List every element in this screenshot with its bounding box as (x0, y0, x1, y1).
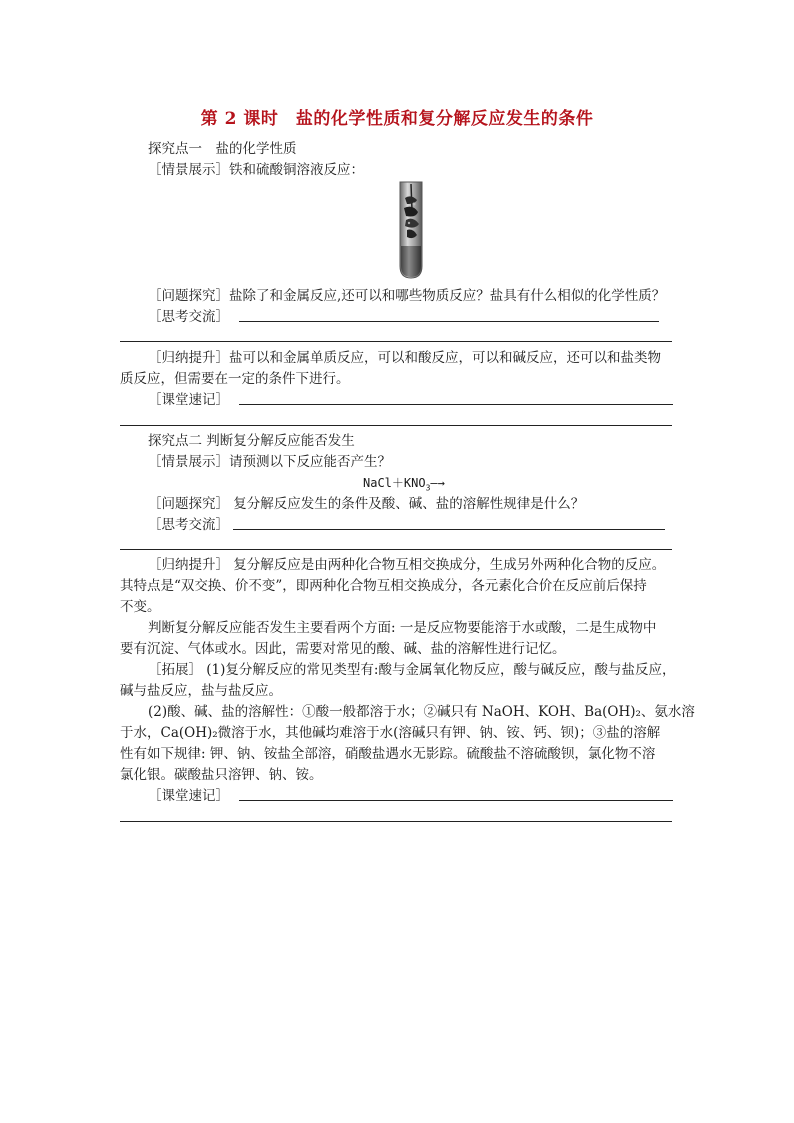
notes-line[interactable] (239, 800, 673, 801)
judge-text-line: 判断复分解反应能否发生主要看两个方面: 一是反应物要能溶于水或酸，二是生成物中 (148, 620, 657, 636)
section1-notes-label: ［课堂速记］ (148, 392, 229, 408)
notes-line[interactable] (239, 404, 673, 405)
section2-notes-label: ［课堂速记］ (148, 788, 229, 804)
solubility-line: 于水，Ca(OH)₂微溶于水，其他碱均难溶于水(溶碱只有钾、钠、铵、钙、钡)；③盐的溶解 (120, 725, 661, 741)
section1-think-label: ［思考交流］ (148, 309, 229, 325)
section1-scene: ［情景展示］铁和硫酸铜溶液反应： (148, 162, 364, 178)
test-tube-icon (391, 180, 431, 280)
section1-heading: 探究点一 盐的化学性质 (148, 141, 297, 157)
section1-summary-line: ［归纳提升］盐可以和金属单质反应，可以和酸反应，可以和碱反应，还可以和盐类物 (148, 350, 661, 366)
section1-question: ［问题探究］盐除了和金属反应,还可以和哪些物质反应？盐具有什么相似的化学性质？ (148, 288, 666, 304)
formula-subscript: 3 (425, 483, 431, 493)
section2-heading: 探究点二 判断复分解反应能否发生 (148, 433, 355, 449)
judge-text-line: 要有沉淀、气体或水。因此，需要对常见的酸、碱、盐的溶解性进行记忆。 (120, 641, 566, 657)
section2-think-label: ［思考交流］ (148, 517, 229, 533)
page-title: 第 2 课时 盐的化学性质和复分解反应发生的条件 (200, 109, 594, 129)
formula-reactants: NaCl＋KNO (363, 476, 426, 490)
solubility-line: 氯化银。碳酸盐只溶钾、钠、铵。 (120, 767, 323, 783)
extension-line: 碱与盐反应，盐与盐反应。 (120, 683, 282, 699)
section1-summary-line: 质反应，但需要在一定的条件下进行。 (120, 371, 350, 387)
notes-line[interactable] (120, 425, 672, 426)
answer-line[interactable] (120, 341, 672, 342)
section2-summary-line: ［归纳提升］ 复分解反应是由两种化合物互相交换成分，生成另外两种化合物的反应。 (148, 557, 666, 573)
solubility-line: (2)酸、碱、盐的溶解性：①酸一般都溶于水；②碱只有 NaOH、KOH、Ba(OH)₂、氨水溶 (148, 704, 695, 720)
section2-summary-line: 不变。 (120, 599, 161, 615)
solubility-line: 性有如下规律: 钾、钠、铵盐全部溶，硝酸盐遇水无影踪。硫酸盐不溶硫酸钡，氯化物不溶 (120, 746, 656, 762)
section2-summary-line: 其特点是“双交换、价不变”，即两种化合物互相交换成分，各元素化合价在反应前后保持 (120, 578, 647, 594)
answer-line[interactable] (120, 549, 672, 550)
formula-arrow: —→ (430, 476, 445, 490)
notes-line[interactable] (120, 821, 672, 822)
section2-question: ［问题探究］ 复分解反应发生的条件及酸、碱、盐的溶解性规律是什么？ (148, 496, 585, 512)
section2-scene: ［情景展示］请预测以下反应能否产生？ (148, 454, 391, 470)
test-tube-image (391, 180, 431, 280)
answer-line[interactable] (239, 321, 659, 322)
extension-line: ［拓展］ (1)复分解反应的常见类型有:酸与金属氧化物反应，酸与碱反应，酸与盐反应， (148, 662, 676, 678)
answer-line[interactable] (233, 529, 665, 530)
